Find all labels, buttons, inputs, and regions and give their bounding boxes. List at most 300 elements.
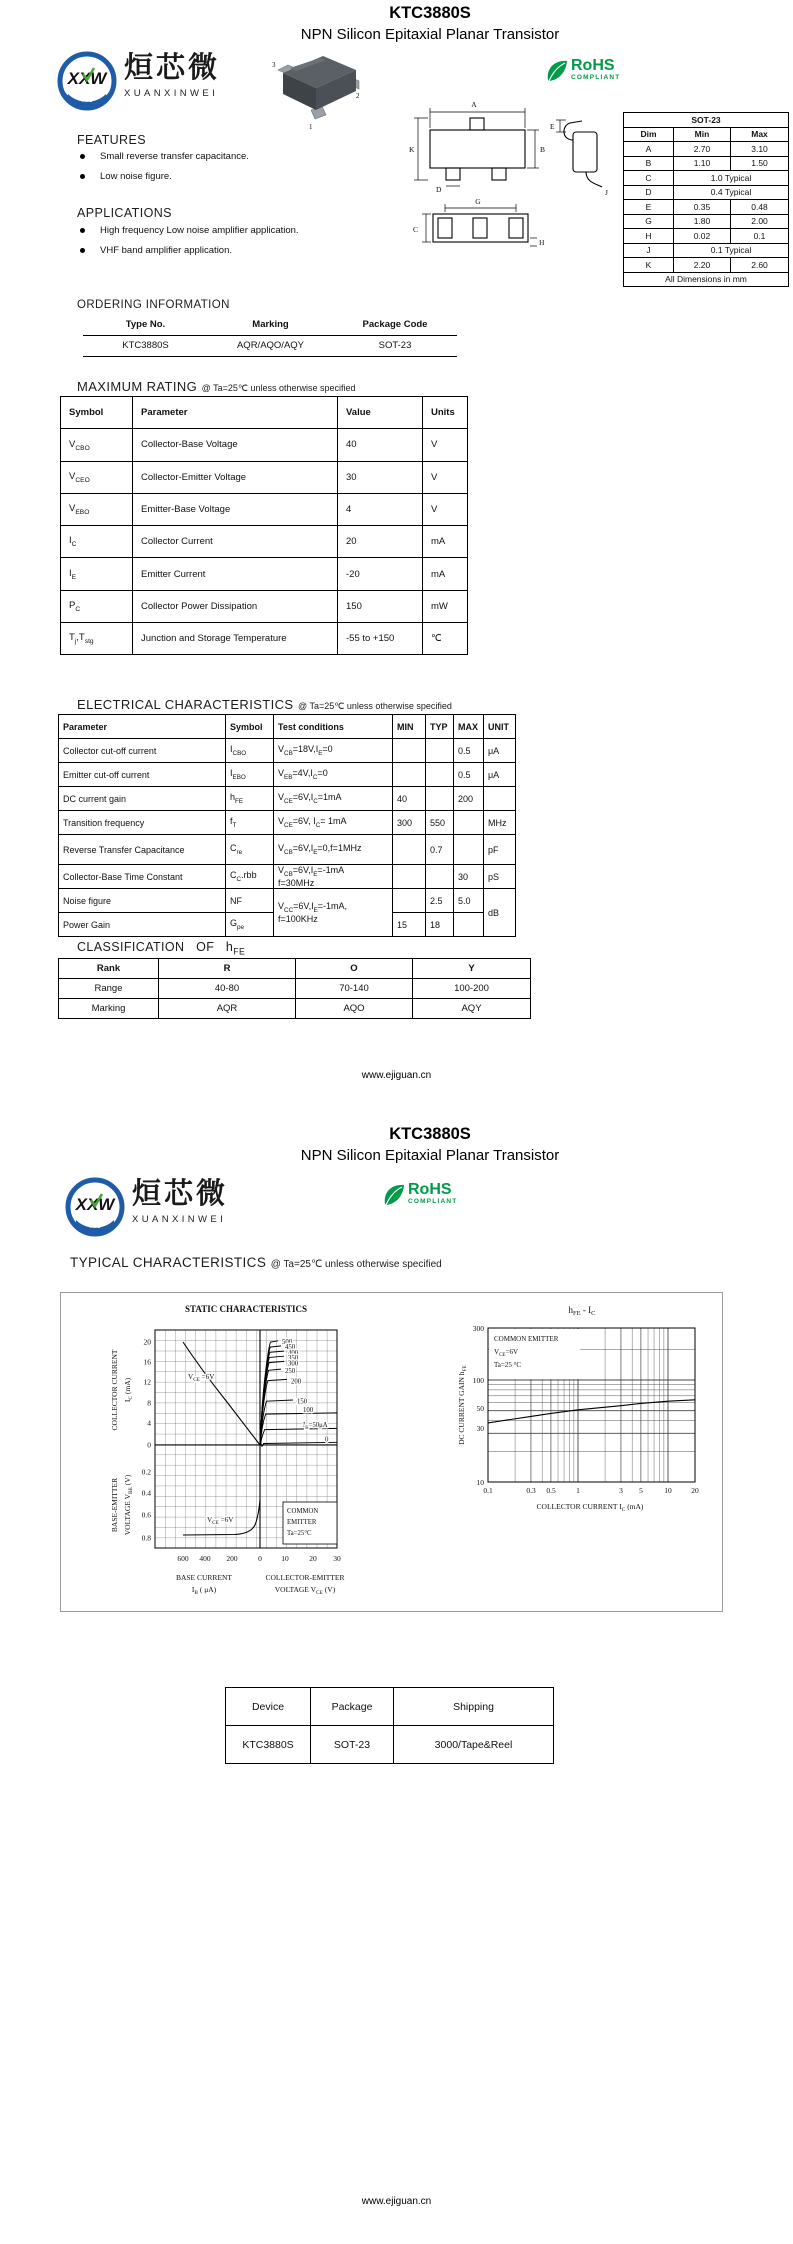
table-row (226, 1726, 554, 1764)
table-header-row (624, 127, 789, 142)
table-cell: Collector-Emitter Voltage (133, 461, 338, 493)
bullet-item-text: VHF band amplifier application. (100, 245, 233, 256)
table-row (61, 461, 468, 493)
electrical-heading: ELECTRICAL CHARACTERISTICS @ Ta=25℃ unless otherwise specified (77, 697, 452, 712)
table-cell: $V_{CE}=6V$, $I_C= 1mA$ (274, 811, 393, 835)
page-title: KTC3880S (389, 4, 471, 22)
table-cell: Range (59, 979, 159, 999)
table-cell: Emitter Current (133, 558, 338, 590)
bullet-item (78, 244, 428, 264)
table-cell: H (624, 229, 674, 244)
hfe-ic-chart (450, 1295, 723, 1525)
table-header-row (59, 959, 531, 979)
common-emitter-note (283, 1502, 337, 1544)
rohs-badge (382, 1182, 457, 1208)
table-row (624, 142, 789, 157)
footer-url: www.ejiguan.cn (361, 1070, 432, 1081)
ic-axis-ticks (144, 1338, 152, 1450)
table-cell: Reverse Transfer Capacitance (59, 835, 226, 865)
table-cell: V (423, 429, 468, 461)
table-cell: 0.5 (454, 739, 484, 763)
table-cell: 300 (393, 811, 426, 835)
svg-text:VOLTAGE VCE (V): VOLTAGE $V_{CE}$ (V) (274, 1585, 336, 1597)
bullet-item-text: Small reverse transfer capacitance. (100, 151, 249, 162)
column-header: Package (311, 1688, 394, 1726)
table-cell: 1.10 (674, 156, 731, 171)
table-cell (426, 865, 454, 889)
svg-text:Ta=25 °C: Ta=25 °C (494, 1361, 522, 1369)
table-cell (426, 787, 454, 811)
svg-text:0.1: 0.1 (483, 1486, 493, 1495)
svg-text:0.8: 0.8 (141, 1533, 151, 1543)
pin-2-label: 2 (356, 92, 360, 100)
table-cell: $I_{CBO}$ (226, 739, 274, 763)
svg-text:150: 150 (297, 1398, 308, 1406)
table-cell: 2.20 (674, 258, 731, 273)
table-cell: A (624, 142, 674, 157)
table-cell: μA (484, 739, 516, 763)
column-header: MIN (393, 715, 426, 739)
table-cell: $G_{pe}$ (226, 913, 274, 937)
classification-heading: CLASSIFICATION OF $h_{FE}$ (77, 940, 246, 957)
table-row (624, 272, 789, 287)
device-shipping-table (225, 1687, 554, 1764)
column-header: Shipping (394, 1688, 554, 1726)
table-row (624, 171, 789, 186)
applications-list (78, 224, 428, 264)
table-cell: 30 (454, 865, 484, 889)
table-cell: G (624, 214, 674, 229)
dim-J-label: J (605, 188, 608, 197)
pin-3-label: 3 (272, 61, 276, 69)
maximum-rating-table (60, 396, 468, 655)
svg-text:10: 10 (476, 1478, 484, 1487)
column-header: Units (423, 397, 468, 429)
table-cell: 40-80 (159, 979, 296, 999)
sot23-dimension-table (623, 112, 789, 287)
table-cell: J (624, 243, 674, 258)
dim-D-label: D (436, 185, 442, 194)
svg-text:8: 8 (147, 1398, 151, 1408)
logo-monogram: XXW (67, 69, 107, 88)
table-cell: 40 (393, 787, 426, 811)
electrical-characteristics-table (58, 714, 516, 937)
dim-A-label: A (471, 100, 477, 109)
table-cell: $I_{EBO}$ (226, 763, 274, 787)
page-title: KTC3880S (389, 1125, 471, 1143)
table-cell (393, 763, 426, 787)
table-cell: $C_{re}$ (226, 835, 274, 865)
column-header: Device (226, 1688, 311, 1726)
table-cell: MHz (484, 811, 516, 835)
svg-text:500: 500 (282, 1339, 293, 1346)
rohs-compliant-label: COMPLIANT (408, 1198, 458, 1205)
table-cell: pF (484, 835, 516, 865)
svg-text:VCE=6V: $V_{CE}=6V$ (494, 1348, 519, 1359)
table-cell: $I_E$ (61, 558, 133, 590)
table-header-row (226, 1688, 554, 1726)
table-cell: 150 (338, 590, 423, 622)
table-cell: 1.0 Typical (674, 171, 789, 186)
table-cell: $V_{CEO}$ (61, 461, 133, 493)
pin-1-label: 1 (309, 123, 313, 131)
table-cell: $f_T$ (226, 811, 274, 835)
logo-mark-icon (64, 1176, 126, 1238)
svg-text:30: 30 (476, 1424, 484, 1433)
page-subtitle: NPN Silicon Epitaxial Planar Transistor (300, 1147, 560, 1164)
svg-text:350: 350 (288, 1355, 299, 1362)
table-cell: $V_{EBO}$ (61, 493, 133, 525)
table-cell: pS (484, 865, 516, 889)
svg-text:10: 10 (664, 1486, 672, 1495)
rohs-compliant-label: COMPLIANT (571, 74, 621, 81)
svg-text:EMITTER: EMITTER (287, 1519, 317, 1526)
table-cell: 2.60 (731, 258, 789, 273)
table-cell: $V_{CB}=18V,I_E=0$ (274, 739, 393, 763)
svg-text:400: 400 (199, 1554, 211, 1563)
svg-text:0.5: 0.5 (546, 1486, 556, 1495)
table-cell: D (624, 185, 674, 200)
table-row (624, 229, 789, 244)
column-header: Min (674, 127, 731, 142)
table-cell (393, 889, 426, 913)
table-cell: Collector Current (133, 526, 338, 558)
table-cell: $h_{FE}$ (226, 787, 274, 811)
vbe-axis-ticks (142, 1468, 152, 1543)
svg-text:250: 250 (285, 1368, 296, 1375)
x-axis-ticks (177, 1554, 341, 1563)
table-cell: Junction and Storage Temperature (133, 623, 338, 655)
svg-text:20: 20 (691, 1486, 699, 1495)
dim-C-label: C (413, 225, 419, 234)
table-cell: E (624, 200, 674, 215)
table-cell: 30 (338, 461, 423, 493)
svg-text:BASE CURRENT: BASE CURRENT (175, 1573, 233, 1582)
table-cell (426, 763, 454, 787)
footer-url: www.ejiguan.cn (361, 2196, 432, 2207)
company-logo (56, 50, 220, 112)
column-header: TYP (426, 715, 454, 739)
table-cell: Power Gain (59, 913, 226, 937)
logo-en-name: XUANXINWEI (124, 88, 219, 99)
table-cell: Noise figure (59, 889, 226, 913)
logo-en-name: XUANXINWEI (132, 1214, 227, 1225)
features-heading: FEATURES (77, 133, 146, 147)
table-cell: DC current gain (59, 787, 226, 811)
table-cell: C (624, 171, 674, 186)
table-cell: K (624, 258, 674, 273)
table-cell (454, 913, 484, 937)
table-row (59, 999, 531, 1019)
column-header: Symbol (226, 715, 274, 739)
page1-header (230, 4, 630, 43)
svg-text:400: 400 (288, 1350, 299, 1357)
table-cell: Marking (59, 999, 159, 1019)
typical-heading: TYPICAL CHARACTERISTICS @ Ta=25℃ unless otherwise specified (70, 1255, 442, 1270)
svg-text:300: 300 (472, 1324, 484, 1333)
svg-text:3: 3 (619, 1486, 623, 1495)
column-header: R (159, 959, 296, 979)
table-cell: V (423, 461, 468, 493)
table-cell: mA (423, 526, 468, 558)
table-cell: 18 (426, 913, 454, 937)
table-cell (454, 811, 484, 835)
svg-text:0: 0 (325, 1436, 329, 1444)
svg-text:20: 20 (143, 1337, 151, 1347)
svg-text:50: 50 (476, 1404, 484, 1413)
svg-text:0.6: 0.6 (141, 1510, 151, 1520)
column-header: Rank (59, 959, 159, 979)
table-row (59, 835, 516, 865)
table-cell: Emitter cut-off current (59, 763, 226, 787)
column-header: Type No. (83, 314, 208, 335)
table-cell: $I_C$ (61, 526, 133, 558)
table-cell: Emitter-Base Voltage (133, 493, 338, 525)
ordering-table (83, 314, 457, 357)
table-row (61, 623, 468, 655)
table-cell: AQY (413, 999, 531, 1019)
column-header: Value (338, 397, 423, 429)
table-row (61, 493, 468, 525)
table-cell: 3000/Tape&Reel (394, 1726, 554, 1764)
svg-text:0.3: 0.3 (526, 1486, 536, 1495)
table-cell: mW (423, 590, 468, 622)
table-row (59, 739, 516, 763)
table-cell: Transition frequency (59, 811, 226, 835)
table-cell: 550 (426, 811, 454, 835)
table-cell: μA (484, 763, 516, 787)
table-cell: 0.7 (426, 835, 454, 865)
table-cell: AQR (159, 999, 296, 1019)
column-header: O (296, 959, 413, 979)
svg-text:COLLECTOR CURRENT: COLLECTOR CURRENT (110, 1349, 119, 1431)
table-cell: $C_C.rbb$ (226, 865, 274, 889)
table-cell: 20 (338, 526, 423, 558)
svg-text:Ta=25°C: Ta=25°C (287, 1530, 312, 1537)
svg-text:4: 4 (147, 1418, 151, 1428)
x-axis-ticks (483, 1486, 699, 1495)
table-header-row (83, 314, 457, 335)
ordering-heading: ORDERING INFORMATION (77, 299, 230, 311)
table-cell: $V_{CE}=6V,I_C=1mA$ (274, 787, 393, 811)
svg-text:0.2: 0.2 (141, 1467, 151, 1477)
svg-text:100: 100 (303, 1407, 314, 1414)
svg-text:IC (mA): $I_C$ (mA) (123, 1377, 135, 1403)
table-row (61, 558, 468, 590)
svg-text:200: 200 (226, 1554, 238, 1563)
y-axis-ticks (473, 1324, 485, 1487)
table-cell: 2.70 (674, 142, 731, 157)
applications-heading: APPLICATIONS (77, 206, 172, 220)
table-cell: 4 (338, 493, 423, 525)
table-header-row (59, 715, 516, 739)
svg-text:300: 300 (288, 1360, 299, 1368)
table-cell: 1.50 (731, 156, 789, 171)
table-cell: Collector-Base Voltage (133, 429, 338, 461)
table-cell: $V_{CBO}$ (61, 429, 133, 461)
rohs-title: RoHS (571, 57, 615, 74)
dim-H-label: H (539, 238, 545, 247)
column-header: Test conditions (274, 715, 393, 739)
table-cell: 15 (393, 913, 426, 937)
svg-text:5: 5 (639, 1486, 643, 1495)
table-row (624, 156, 789, 171)
logo-text (132, 1176, 228, 1225)
leaf-icon (382, 1182, 406, 1208)
table-cell: SOT-23 (624, 113, 789, 128)
table-cell (426, 739, 454, 763)
table-row (624, 214, 789, 229)
logo-monogram: XXW (75, 1195, 115, 1214)
svg-text:16: 16 (143, 1357, 151, 1367)
svg-text:0: 0 (258, 1554, 262, 1563)
table-cell: 0.02 (674, 229, 731, 244)
svg-text:20: 20 (309, 1554, 317, 1563)
table-row (59, 865, 516, 889)
table-row (624, 185, 789, 200)
table-cell (393, 739, 426, 763)
table-cell: AQR/AQO/AQY (208, 335, 333, 356)
table-cell: 0.1 (731, 229, 789, 244)
table-cell: -20 (338, 558, 423, 590)
bullet-item (78, 170, 408, 190)
table-cell: $V_{CB}=6V,I_E=0,f=1MHz$ (274, 835, 393, 865)
table-cell: 3.10 (731, 142, 789, 157)
svg-text:COMMON EMITTER: COMMON EMITTER (494, 1335, 559, 1343)
hfe-classification-table (58, 958, 531, 1019)
svg-text:0.4: 0.4 (141, 1488, 151, 1498)
table-cell: 2.00 (731, 214, 789, 229)
column-header: Y (413, 959, 531, 979)
table-cell: KTC3880S (83, 335, 208, 356)
svg-text:BASE-EMITTER: BASE-EMITTER (110, 1477, 119, 1533)
svg-text:10: 10 (281, 1554, 289, 1563)
column-header: Max (731, 127, 789, 142)
vbe-vce-annotation: $V_{CE} =6V$ (207, 1516, 234, 1527)
table-cell: $V_{CC}=6V,I_E=-1mA$, f=100KHz (274, 889, 393, 937)
table-row (59, 979, 531, 999)
table-row (59, 763, 516, 787)
table-cell: $V_{EB}=4V,I_C=0$ (274, 763, 393, 787)
column-header: MAX (454, 715, 484, 739)
column-header: Parameter (133, 397, 338, 429)
svg-text:12: 12 (143, 1377, 151, 1387)
table-cell: AQO (296, 999, 413, 1019)
table-cell: $V_{CB}=6V,I_E=-1mA$ f=30MHz (274, 865, 393, 889)
table-cell: SOT-23 (333, 335, 457, 356)
table-row (59, 889, 516, 913)
table-header-row (61, 397, 468, 429)
svg-text:IB=50μA: $I_B=50\mu A$ (303, 1422, 328, 1432)
table-cell: -55 to +150 (338, 623, 423, 655)
table-cell (393, 835, 426, 865)
table-cell: 70-140 (296, 979, 413, 999)
table-row (59, 787, 516, 811)
table-row (83, 335, 457, 356)
table-cell: Collector cut-off current (59, 739, 226, 763)
logo-cn-name: 烜芯微 (124, 52, 221, 84)
svg-text:450: 450 (285, 1344, 296, 1351)
dim-B-label: B (540, 145, 546, 154)
table-cell: NF (226, 889, 274, 913)
table-cell (454, 835, 484, 865)
table-cell: mA (423, 558, 468, 590)
max-rating-heading: MAXIMUM RATING @ Ta=25℃ unless otherwise specified (77, 379, 356, 394)
table-cell: $T_j,T_{stg}$ (61, 623, 133, 655)
page2-header (230, 1125, 630, 1164)
dim-G-label: G (475, 197, 481, 206)
table-cell (393, 865, 426, 889)
company-logo (64, 1176, 228, 1238)
table-cell: 5.0 (454, 889, 484, 913)
column-header: Marking (208, 314, 333, 335)
table-row (61, 429, 468, 461)
table-cell: All Dimensions in mm (624, 272, 789, 287)
table-cell: 0.35 (674, 200, 731, 215)
table-row (61, 590, 468, 622)
dim-K-label: K (409, 145, 415, 154)
chart-title: STATIC CHARACTERISTICS (185, 1304, 307, 1314)
logo-cn-name: 烜芯微 (132, 1178, 229, 1210)
table-cell: ℃ (423, 623, 468, 655)
svg-text:600: 600 (177, 1554, 189, 1563)
svg-text:30: 30 (333, 1554, 341, 1563)
table-cell: 2.5 (426, 889, 454, 913)
table-row (624, 200, 789, 215)
svg-text:1: 1 (576, 1486, 580, 1495)
table-cell: Collector-Base Time Constant (59, 865, 226, 889)
bullet-item-text: Low noise figure. (100, 171, 172, 182)
logo-mark-icon (56, 50, 118, 112)
svg-text:200: 200 (291, 1378, 302, 1386)
features-list (78, 150, 408, 190)
x-axis-label: COLLECTOR CURRENT $I_C$ (mA) (536, 1502, 644, 1514)
table-row (624, 243, 789, 258)
page-subtitle: NPN Silicon Epitaxial Planar Transistor (300, 26, 560, 43)
svg-text:IB ( μA): $I_B$ ( μA) (191, 1585, 217, 1597)
table-cell: 200 (454, 787, 484, 811)
bullet-item-text: High frequency Low noise amplifier application. (100, 225, 299, 236)
chart-title: $h_{FE} - I_C$ (568, 1305, 596, 1318)
table-row (61, 526, 468, 558)
table-cell: 40 (338, 429, 423, 461)
table-cell: dB (484, 889, 516, 937)
table-cell: KTC3880S (226, 1726, 311, 1764)
dim-E-label: E (550, 122, 555, 131)
table-cell: Collector Power Dissipation (133, 590, 338, 622)
table-title-row (624, 113, 789, 128)
table-cell: 0.1 Typical (674, 243, 789, 258)
svg-text:0: 0 (147, 1440, 151, 1450)
table-cell: 1.80 (674, 214, 731, 229)
table-cell: $P_C$ (61, 590, 133, 622)
package-3d-photo (268, 48, 363, 133)
table-cell: 0.48 (731, 200, 789, 215)
logo-text (124, 50, 220, 99)
column-header: Package Code (333, 314, 457, 335)
column-header: Dim (624, 127, 674, 142)
svg-text:100: 100 (472, 1376, 484, 1385)
table-cell: V (423, 493, 468, 525)
bullet-item (78, 150, 408, 170)
static-characteristics-chart (95, 1298, 395, 1608)
vce-annotation: $V_{CE} =6V$ (188, 1373, 215, 1384)
svg-text:VOLTAGE VBE (V): VOLTAGE $V_{BE}$ (V) (123, 1474, 135, 1536)
table-cell: B (624, 156, 674, 171)
table-row (59, 811, 516, 835)
svg-text:COLLECTOR-EMITTER: COLLECTOR-EMITTER (265, 1573, 345, 1582)
rohs-title: RoHS (408, 1181, 452, 1198)
